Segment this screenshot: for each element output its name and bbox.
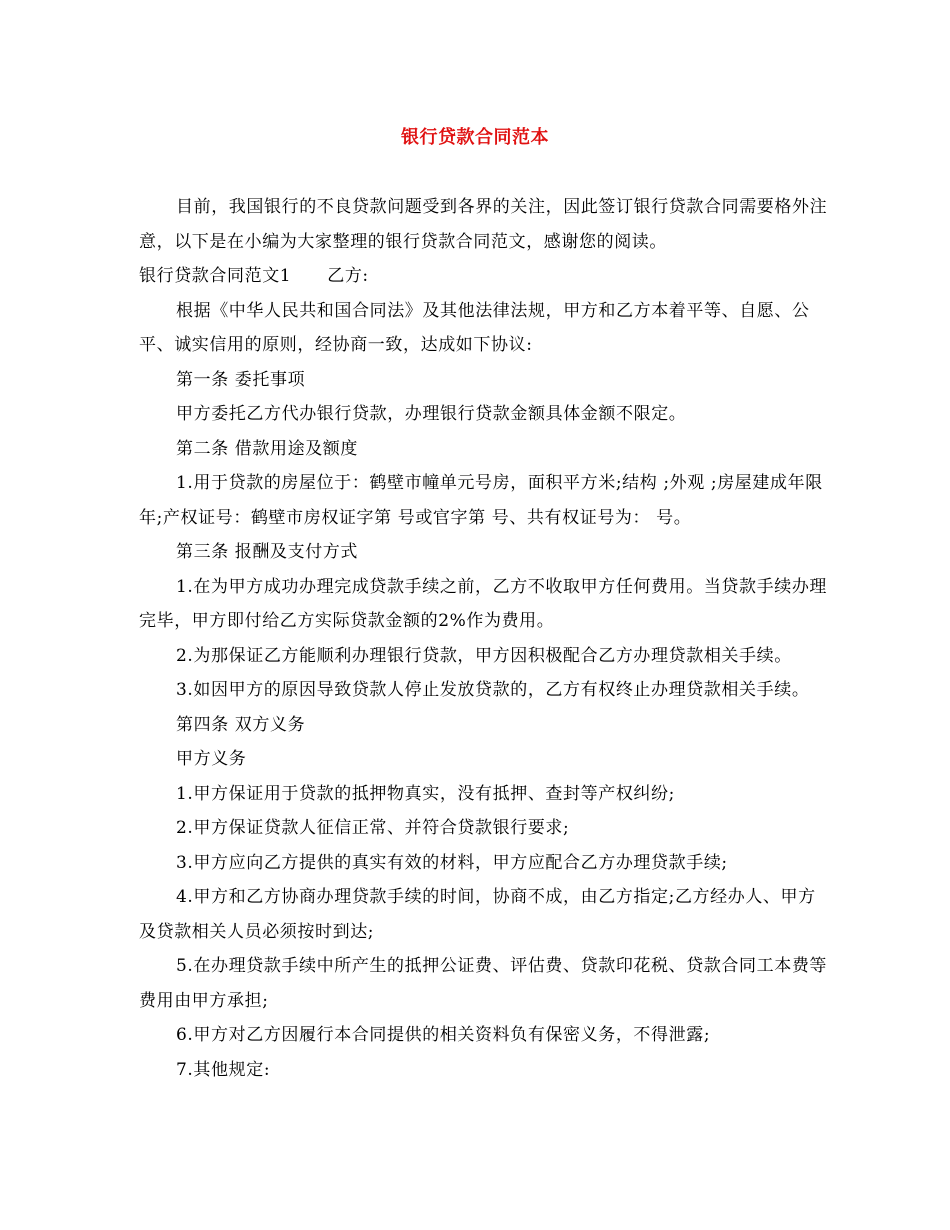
duty-item-7: 7.其他规定: bbox=[176, 1059, 271, 1080]
article3-item1: 1.在为甲方成功办理完成贷款手续之前，乙方不收取甲方任何费用。当贷款手续办理完毕，甲方即付给乙方实际贷款金额的2%作为费用。 bbox=[139, 576, 828, 631]
article2-heading: 第二条 借款用途及额度 bbox=[176, 438, 359, 459]
sample-line bbox=[139, 259, 829, 294]
duty-item-1: 1.甲方保证用于贷款的抵押物真实，没有抵押、查封等产权纠纷; bbox=[176, 783, 675, 804]
article3-item2: 2.为那保证乙方能顺利办理银行贷款，甲方因积极配合乙方办理贷款相关手续。 bbox=[176, 645, 792, 666]
article1-heading: 第一条 委托事项 bbox=[176, 369, 306, 390]
preamble-paragraph: 根据《中华人民共和国合同法》及其他法律法规，甲方和乙方本着平等、自愿、公平、诚实信用的原则，经协商一致，达成如下协议: bbox=[139, 300, 810, 355]
article1-text: 甲方委托乙方代办银行贷款，办理银行贷款金额具体金额不限定。 bbox=[176, 404, 687, 424]
article4-heading: 第四条 双方义务 bbox=[176, 714, 306, 735]
duty-item-2: 2.甲方保证贷款人征信正常、并符合贷款银行要求; bbox=[176, 818, 570, 838]
sample-label: 银行贷款合同范文1 bbox=[139, 266, 292, 286]
article3-item3: 3.如因甲方的原因导致贷款人停止发放贷款的，乙方有权终止办理贷款相关手续。 bbox=[176, 680, 810, 700]
article3-heading: 第三条 报酬及支付方式 bbox=[176, 542, 359, 562]
duty-item-4: 4.甲方和乙方协商办理贷款手续的时间，协商不成，由乙方指定;乙方经办人、甲方及贷款相关人员必须按时到达; bbox=[139, 887, 816, 942]
duty-item-5: 5.在办理贷款手续中所产生的抵押公证费、评估费、贷款印花税、贷款合同工本费等费用由甲方承担; bbox=[139, 956, 828, 1011]
document-body bbox=[139, 190, 829, 1087]
article2-item1: 1.用于贷款的房屋位于：鹤壁市幢单元号房，面积平方米;结构 ;外观 ;房屋建成年限 年;产权证号：鹤壁市房权证字第 号或官字第 号、共有权证号为： 号。 bbox=[139, 473, 823, 528]
duty-item-6: 6.甲方对乙方因履行本合同提供的相关资料负有保密义务，不得泄露; bbox=[176, 1025, 711, 1045]
party-b-label: 乙方: bbox=[327, 266, 369, 286]
party-a-duties-heading: 甲方义务 bbox=[176, 749, 247, 769]
duty-item-3: 3.甲方应向乙方提供的真实有效的材料，甲方应配合乙方办理贷款手续; bbox=[176, 852, 728, 873]
document-title: 银行贷款合同范本 bbox=[401, 127, 549, 148]
intro-paragraph: 目前，我国银行的不良贷款问题受到各界的关注，因此签订银行贷款合同需要格外注意，以下是在小编为大家整理的银行贷款合同范文，感谢您的阅读。 bbox=[139, 197, 828, 252]
